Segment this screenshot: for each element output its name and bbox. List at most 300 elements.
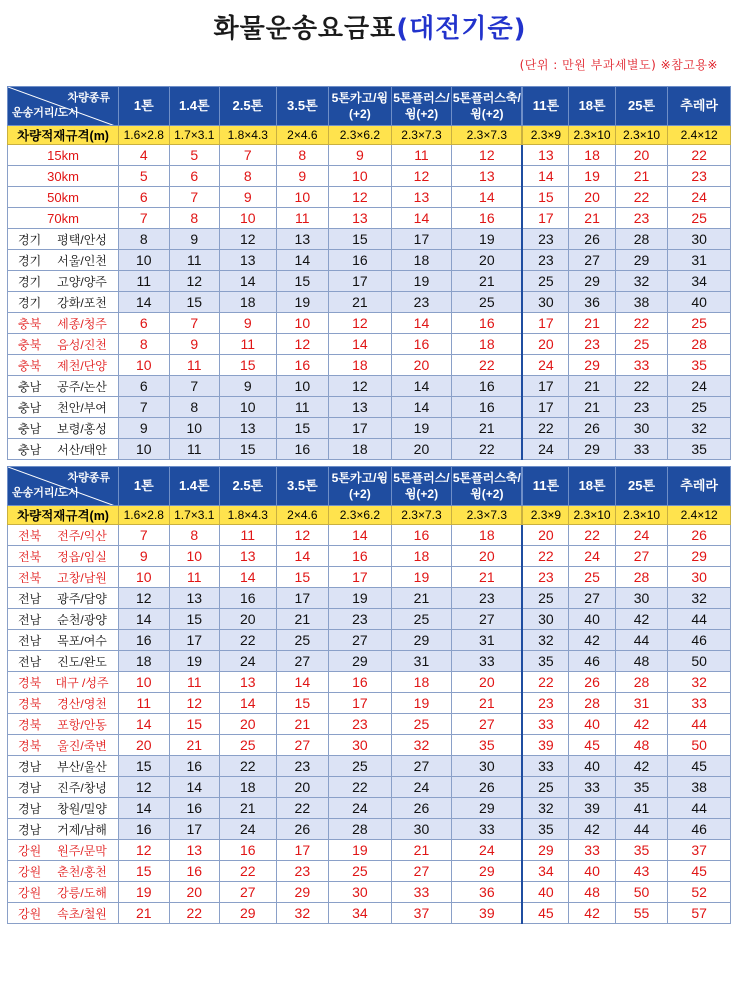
- fare-cell: 10: [276, 376, 329, 397]
- fare-cell: 33: [615, 439, 668, 460]
- fare-cell: 33: [569, 840, 615, 861]
- table-row: [8, 439, 731, 460]
- row-label: [8, 819, 119, 840]
- fare-cell: 5: [119, 166, 169, 187]
- corner-distance-label: 운송거리/도시: [12, 487, 79, 499]
- fare-cell: 12: [391, 166, 452, 187]
- table-row: [8, 735, 731, 756]
- province-label: 강원: [18, 906, 42, 921]
- fare-cell: 41: [615, 798, 668, 819]
- fare-cell: 18: [329, 355, 392, 376]
- fare-cell: 19: [276, 292, 329, 313]
- fare-cell: 12: [220, 229, 277, 250]
- fare-cell: 14: [522, 166, 568, 187]
- fare-cell: 14: [329, 525, 392, 546]
- fare-cell: 46: [668, 630, 731, 651]
- province-label: 충남: [18, 379, 42, 394]
- fare-cell: 39: [569, 798, 615, 819]
- row-label: [8, 397, 119, 418]
- row-label: [8, 798, 119, 819]
- fare-cell: 46: [668, 819, 731, 840]
- fare-cell: 23: [615, 208, 668, 229]
- spec-value: 1.8×4.3: [220, 126, 277, 145]
- fare-cell: 40: [569, 756, 615, 777]
- fare-cell: 7: [169, 187, 219, 208]
- fare-cell: 32: [391, 735, 452, 756]
- fare-cell: 24: [668, 376, 731, 397]
- table-row: [8, 271, 731, 292]
- fare-cell: 21: [169, 735, 219, 756]
- fare-cell: 30: [522, 609, 568, 630]
- fare-cell: 4: [119, 145, 169, 166]
- column-header: 1.4톤: [169, 87, 219, 126]
- fare-cell: 13: [169, 840, 219, 861]
- fare-cell: 10: [276, 313, 329, 334]
- fare-cell: 33: [522, 756, 568, 777]
- fare-cell: 14: [391, 208, 452, 229]
- province-label: 전남: [18, 612, 42, 627]
- fare-cell: 28: [329, 819, 392, 840]
- fare-cell: 30: [391, 819, 452, 840]
- fare-cell: 24: [522, 355, 568, 376]
- province-label: 충북: [18, 358, 42, 373]
- row-label: [8, 588, 119, 609]
- spec-value: 2.3×7.3: [391, 126, 452, 145]
- fare-cell: 9: [276, 166, 329, 187]
- fare-cell: 33: [452, 819, 523, 840]
- city-label: 원주/문막: [57, 843, 107, 858]
- city-label: 경산/영천: [57, 696, 107, 711]
- row-label: [8, 693, 119, 714]
- row-label: [8, 355, 119, 376]
- city-label: 전주/익산: [57, 528, 107, 543]
- fare-cell: 31: [452, 630, 523, 651]
- city-label: 정읍/임실: [57, 549, 107, 564]
- fare-cell: 25: [668, 208, 731, 229]
- province-label: 전남: [18, 591, 42, 606]
- fare-cell: 20: [569, 187, 615, 208]
- fare-cell: 13: [220, 672, 277, 693]
- fare-cell: 23: [569, 334, 615, 355]
- fare-cell: 26: [391, 798, 452, 819]
- city-label: 목포/여수: [57, 633, 107, 648]
- fare-cell: 48: [569, 882, 615, 903]
- fare-cell: 27: [220, 882, 277, 903]
- city-label: 천안/부여: [57, 400, 107, 415]
- fare-cell: 50: [668, 651, 731, 672]
- province-label: 경기: [18, 295, 42, 310]
- fare-cell: 16: [452, 313, 523, 334]
- fare-cell: 45: [522, 903, 568, 924]
- fare-cell: 25: [220, 735, 277, 756]
- fare-cell: 20: [220, 714, 277, 735]
- fare-cell: 40: [522, 882, 568, 903]
- fare-cell: 18: [452, 334, 523, 355]
- fare-cell: 30: [668, 567, 731, 588]
- fare-cell: 25: [329, 756, 392, 777]
- fare-cell: 11: [169, 567, 219, 588]
- fare-cell: 25: [391, 714, 452, 735]
- city-label: 울진/죽변: [57, 738, 107, 753]
- fare-cell: 25: [522, 777, 568, 798]
- fare-cell: 16: [119, 630, 169, 651]
- fare-cell: 7: [169, 376, 219, 397]
- fare-cell: 16: [329, 250, 392, 271]
- province-label: 충남: [18, 442, 42, 457]
- fare-cell: 48: [615, 735, 668, 756]
- column-header: 5톤카고/윙(+2): [329, 87, 392, 126]
- fare-cell: 18: [220, 777, 277, 798]
- fare-cell: 8: [119, 334, 169, 355]
- fare-cell: 32: [615, 271, 668, 292]
- spec-value: 2.3×7.3: [391, 506, 452, 525]
- fare-cell: 23: [391, 292, 452, 313]
- table-row: [8, 861, 731, 882]
- fare-cell: 17: [329, 567, 392, 588]
- fare-cell: 8: [276, 145, 329, 166]
- fare-cell: 19: [329, 840, 392, 861]
- fare-cell: 30: [329, 735, 392, 756]
- header-row: [8, 87, 731, 126]
- fare-cell: 24: [569, 546, 615, 567]
- fare-cell: 29: [615, 250, 668, 271]
- row-label: [8, 609, 119, 630]
- fare-cell: 9: [220, 187, 277, 208]
- fare-cell: 22: [220, 861, 277, 882]
- fare-cell: 29: [452, 861, 523, 882]
- province-label: 충남: [18, 421, 42, 436]
- city-label: 거제/남해: [57, 822, 107, 837]
- fare-cell: 19: [569, 166, 615, 187]
- fare-cell: 27: [452, 714, 523, 735]
- table-row: [8, 903, 731, 924]
- fare-cell: 15: [169, 714, 219, 735]
- fare-cell: 32: [522, 630, 568, 651]
- fare-cell: 22: [276, 798, 329, 819]
- city-label: 공주/논산: [57, 379, 107, 394]
- fare-cell: 23: [276, 756, 329, 777]
- fare-cell: 11: [391, 145, 452, 166]
- header-row: [8, 467, 731, 506]
- fare-cell: 33: [452, 651, 523, 672]
- fare-cell: 21: [569, 376, 615, 397]
- city-label: 춘천/홍천: [57, 864, 107, 879]
- province-label: 경북: [18, 738, 42, 753]
- fare-cell: 33: [522, 714, 568, 735]
- fare-cell: 14: [276, 672, 329, 693]
- province-label: 충북: [18, 316, 42, 331]
- fare-cell: 20: [391, 439, 452, 460]
- corner-header: [8, 87, 119, 126]
- table-row: [8, 376, 731, 397]
- province-label: 경북: [18, 675, 42, 690]
- fare-cell: 25: [391, 609, 452, 630]
- fare-cell: 19: [452, 229, 523, 250]
- city-label: 보령/홍성: [57, 421, 107, 436]
- fare-cell: 44: [668, 609, 731, 630]
- distance-label: 50km: [47, 189, 79, 205]
- fare-cell: 14: [329, 334, 392, 355]
- table-row: [8, 588, 731, 609]
- fare-cell: 21: [452, 271, 523, 292]
- fare-cell: 23: [276, 861, 329, 882]
- fare-cell: 27: [569, 250, 615, 271]
- fare-cell: 16: [169, 756, 219, 777]
- fare-cell: 12: [452, 145, 523, 166]
- fare-cell: 25: [569, 567, 615, 588]
- fare-cell: 28: [668, 334, 731, 355]
- fare-cell: 29: [329, 651, 392, 672]
- table-row: [8, 693, 731, 714]
- fare-cell: 7: [169, 313, 219, 334]
- spec-value: 2×4.6: [276, 506, 329, 525]
- fare-cell: 18: [119, 651, 169, 672]
- fare-cell: 20: [452, 672, 523, 693]
- fare-cell: 22: [452, 439, 523, 460]
- fare-cell: 9: [220, 313, 277, 334]
- fare-cell: 14: [452, 187, 523, 208]
- fare-cell: 13: [329, 397, 392, 418]
- fare-cell: 19: [119, 882, 169, 903]
- spec-value: 1.6×2.8: [119, 126, 169, 145]
- fare-cell: 13: [220, 250, 277, 271]
- row-label: [8, 166, 119, 187]
- fare-cell: 12: [119, 840, 169, 861]
- title-sub: (대전기준): [396, 14, 527, 44]
- fare-cell: 11: [276, 208, 329, 229]
- column-header: 5톤플러스/윙(+2): [391, 467, 452, 506]
- corner-header: [8, 467, 119, 506]
- city-label: 진도/완도: [57, 654, 107, 669]
- column-header: 18톤: [569, 467, 615, 506]
- spec-value: 1.7×3.1: [169, 126, 219, 145]
- fare-cell: 35: [522, 651, 568, 672]
- fare-cell: 20: [522, 525, 568, 546]
- table-row: [8, 567, 731, 588]
- city-label: 제천/단양: [57, 358, 107, 373]
- fare-cell: 23: [522, 229, 568, 250]
- province-label: 충남: [18, 400, 42, 415]
- fare-cell: 19: [391, 567, 452, 588]
- fare-cell: 17: [522, 208, 568, 229]
- fare-cell: 19: [391, 271, 452, 292]
- fare-cell: 16: [452, 376, 523, 397]
- fare-cell: 17: [329, 418, 392, 439]
- fare-cell: 20: [452, 250, 523, 271]
- fare-cell: 12: [276, 525, 329, 546]
- city-label: 고창/남원: [57, 570, 107, 585]
- row-label: [8, 882, 119, 903]
- fare-cell: 23: [522, 567, 568, 588]
- fare-cell: 6: [119, 376, 169, 397]
- fare-cell: 8: [169, 208, 219, 229]
- fare-cell: 34: [668, 271, 731, 292]
- fare-cell: 16: [119, 819, 169, 840]
- fare-cell: 11: [276, 397, 329, 418]
- fare-cell: 18: [220, 292, 277, 313]
- table-row: [8, 355, 731, 376]
- fare-cell: 11: [169, 355, 219, 376]
- city-label: 대구 /성주: [55, 675, 109, 690]
- fare-cell: 14: [391, 397, 452, 418]
- table-row: [8, 208, 731, 229]
- fare-cell: 17: [522, 313, 568, 334]
- fare-cell: 22: [668, 145, 731, 166]
- fare-cell: 18: [391, 250, 452, 271]
- fare-cell: 21: [569, 313, 615, 334]
- province-label: 전남: [18, 654, 42, 669]
- fare-cell: 15: [276, 567, 329, 588]
- fare-cell: 7: [119, 525, 169, 546]
- fare-cell: 25: [452, 292, 523, 313]
- corner-distance-label: 운송거리/도시: [12, 107, 79, 119]
- fare-cell: 9: [119, 546, 169, 567]
- table-row: [8, 229, 731, 250]
- spec-value: 2.3×9: [522, 506, 568, 525]
- city-label: 부산/울산: [57, 759, 107, 774]
- fare-cell: 29: [220, 903, 277, 924]
- table-row: [8, 756, 731, 777]
- city-label: 포항/안동: [57, 717, 107, 732]
- fare-cell: 29: [391, 630, 452, 651]
- column-header: 추레라: [668, 87, 731, 126]
- fare-cell: 11: [169, 439, 219, 460]
- fare-cell: 10: [119, 567, 169, 588]
- fare-cell: 11: [169, 672, 219, 693]
- row-label: [8, 376, 119, 397]
- table-row: [8, 882, 731, 903]
- row-label: [8, 861, 119, 882]
- fare-cell: 12: [276, 334, 329, 355]
- fare-cell: 15: [329, 229, 392, 250]
- fare-cell: 14: [276, 250, 329, 271]
- row-label: [8, 145, 119, 166]
- fare-cell: 11: [169, 250, 219, 271]
- fare-cell: 12: [169, 693, 219, 714]
- table-row: [8, 292, 731, 313]
- fare-cell: 12: [329, 376, 392, 397]
- province-label: 경기: [18, 274, 42, 289]
- fare-cell: 15: [169, 292, 219, 313]
- table-row: [8, 250, 731, 271]
- fare-cell: 30: [615, 588, 668, 609]
- city-label: 고양/양주: [57, 274, 107, 289]
- fare-cell: 14: [220, 567, 277, 588]
- fare-cell: 27: [615, 546, 668, 567]
- fare-cell: 24: [220, 819, 277, 840]
- row-label: [8, 777, 119, 798]
- column-header: 11톤: [522, 87, 568, 126]
- fare-cell: 16: [329, 546, 392, 567]
- fare-cell: 19: [391, 693, 452, 714]
- fare-cell: 23: [615, 397, 668, 418]
- city-label: 속초/철원: [57, 906, 107, 921]
- fare-cell: 19: [169, 651, 219, 672]
- fare-cell: 38: [615, 292, 668, 313]
- fare-cell: 44: [615, 630, 668, 651]
- spec-value: 2.3×7.3: [452, 506, 523, 525]
- fare-cell: 14: [169, 777, 219, 798]
- fare-cell: 50: [668, 735, 731, 756]
- fare-cell: 36: [452, 882, 523, 903]
- fare-cell: 24: [452, 840, 523, 861]
- table-row: [8, 609, 731, 630]
- fare-cell: 34: [329, 903, 392, 924]
- city-label: 강릉/도해: [57, 885, 107, 900]
- spec-value: 1.6×2.8: [119, 506, 169, 525]
- fare-cell: 18: [452, 525, 523, 546]
- fare-cell: 23: [452, 588, 523, 609]
- spec-value: 2×4.6: [276, 126, 329, 145]
- table-row: [8, 546, 731, 567]
- fare-cell: 8: [220, 166, 277, 187]
- row-label: [8, 756, 119, 777]
- column-header: 1.4톤: [169, 467, 219, 506]
- province-label: 전남: [18, 633, 42, 648]
- province-label: 경남: [18, 759, 42, 774]
- fare-cell: 14: [119, 798, 169, 819]
- fare-cell: 33: [668, 693, 731, 714]
- fare-cell: 48: [615, 651, 668, 672]
- row-label: [8, 418, 119, 439]
- fare-cell: 21: [391, 588, 452, 609]
- fare-cell: 29: [569, 439, 615, 460]
- fare-cell: 15: [276, 271, 329, 292]
- province-label: 충북: [18, 337, 42, 352]
- fare-cell: 15: [119, 756, 169, 777]
- fare-cell: 16: [276, 439, 329, 460]
- fare-cell: 26: [569, 418, 615, 439]
- fare-cell: 11: [220, 334, 277, 355]
- fare-cell: 14: [119, 714, 169, 735]
- fare-cell: 13: [522, 145, 568, 166]
- spec-row: [8, 506, 731, 525]
- fare-cell: 26: [569, 672, 615, 693]
- province-label: 강원: [18, 864, 42, 879]
- row-label: [8, 672, 119, 693]
- fare-cell: 24: [329, 798, 392, 819]
- fare-cell: 16: [391, 334, 452, 355]
- row-label: [8, 546, 119, 567]
- fare-cell: 17: [169, 819, 219, 840]
- fare-cell: 31: [391, 651, 452, 672]
- fare-table-1: [7, 86, 731, 460]
- fare-cell: 13: [220, 418, 277, 439]
- column-header: 5톤플러스축/윙(+2): [452, 87, 523, 126]
- fare-cell: 27: [276, 735, 329, 756]
- column-header: 5톤카고/윙(+2): [329, 467, 392, 506]
- fare-cell: 16: [220, 588, 277, 609]
- fare-cell: 22: [169, 903, 219, 924]
- column-header: 25톤: [615, 87, 668, 126]
- row-label: [8, 313, 119, 334]
- fare-cell: 25: [276, 630, 329, 651]
- table-row: [8, 798, 731, 819]
- fare-cell: 35: [668, 355, 731, 376]
- fare-cell: 12: [119, 588, 169, 609]
- fare-cell: 24: [668, 187, 731, 208]
- city-label: 광주/담양: [57, 591, 107, 606]
- fare-cell: 34: [522, 861, 568, 882]
- fare-cell: 16: [452, 397, 523, 418]
- fare-cell: 30: [522, 292, 568, 313]
- fare-cell: 9: [169, 229, 219, 250]
- fare-cell: 35: [522, 819, 568, 840]
- fare-cell: 31: [668, 250, 731, 271]
- fare-cell: 10: [119, 672, 169, 693]
- fare-cell: 22: [615, 313, 668, 334]
- fare-cell: 18: [569, 145, 615, 166]
